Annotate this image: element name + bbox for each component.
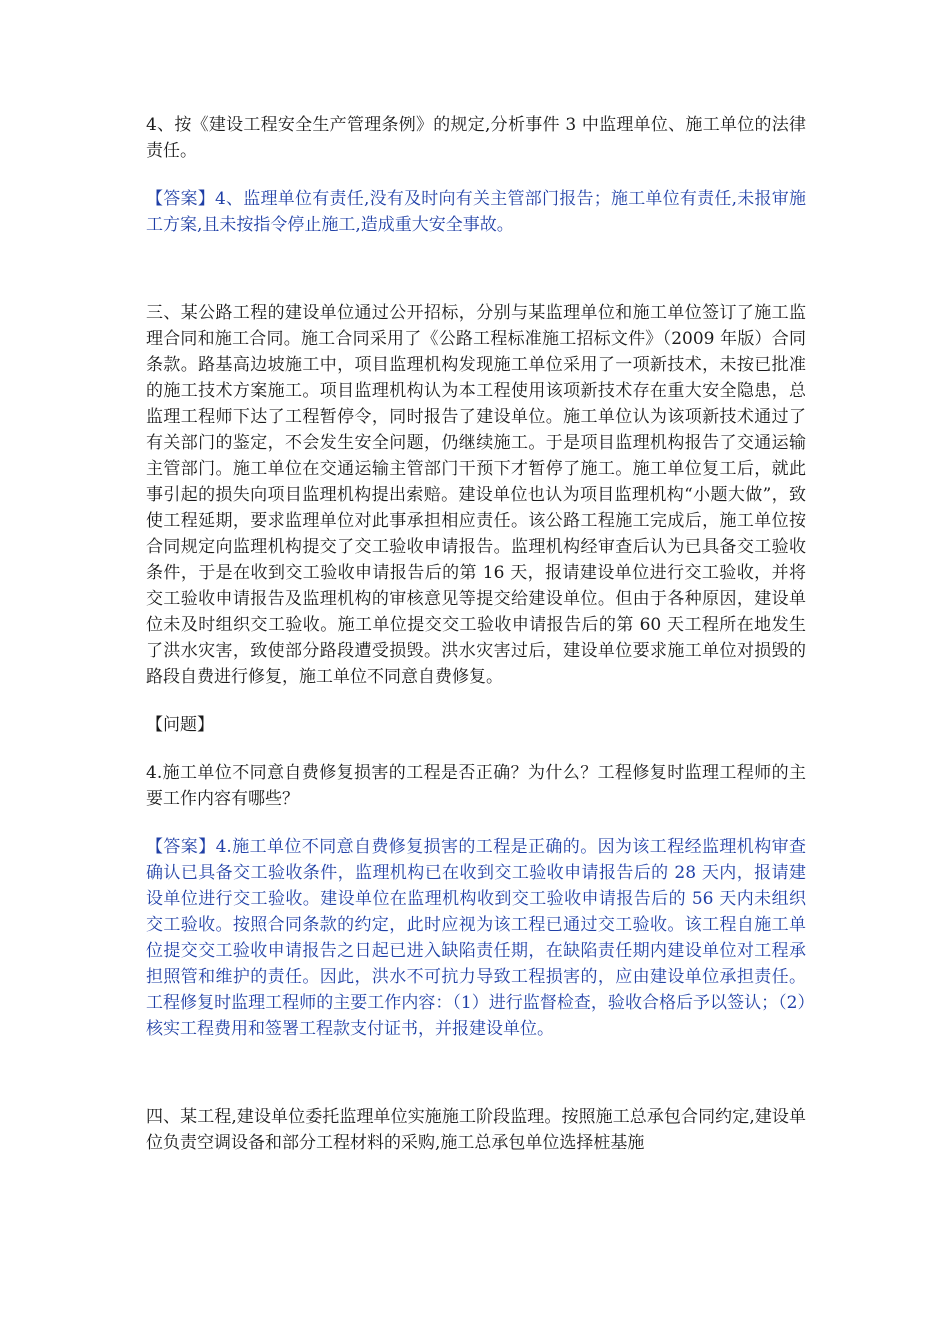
- question-4: 4.施工单位不同意自费修复损害的工程是否正确？为什么？工程修复时监理工程师的主要工作内容有哪些？: [146, 763, 806, 809]
- case-three-text: 三、某公路工程的建设单位通过公开招标，分别与某监理单位和施工单位签订了施工监理合同和施工合同。施工合同采用了《公路工程标准施工招标文件》（2009 年版）合同条款。路基高边坡施工中，项目监理机构发现施工单位采用了一项新技术，未按已批准的施工技术方案施工。项目监理机构认为本工程使用该项新技术存在重大安全隐患，总监理工程师下达了工程暂停令，同时报告了建设单位。施工单位认为该项新技术通过了有关部门的鉴定，不会发生安全问题，仍继续施工。于是项目监理机构报告了交通运输主管部门。施工单位在交通运输主管部门干预下才暂停了施工。施工单位复工后，就此事引起的损失向项目监理机构提出索赔。建设单位也认为项目监理机构“小题大做”，致使工程延期，要求监理单位对此事承担相应责任。该公路工程施工完成后，施工单位按合同规定向监理机构提交了交工验收申请报告。监理机构经审查后认为已具备交工验收条件，于是在收到交工验收申请报告后的第 16 天，报请建设单位进行交工验收，并将交工验收申请报告及监理机构的审核意见等提交给建设单位。但由于各种原因，建设单位未及时组织交工验收。施工单位提交交工验收申请报告后的第 60 天工程所在地发生了洪水灾害，致使部分路段遭受损毁。洪水灾害过后，建设单位要求施工单位对损毁的路段自费进行修复，施工单位不同意自费修复。: [146, 303, 806, 687]
- question-label: 【问题】: [146, 715, 214, 735]
- answer-4-previous: 【答案】4、监理单位有责任,没有及时向有关主管部门报告；施工单位有责任,未报审施工方案,且未按指令停止施工,造成重大安全事故。: [146, 189, 806, 235]
- question-4-previous: 4、按《建设工程安全生产管理条例》的规定,分析事件 3 中监理单位、施工单位的法律责任。: [146, 115, 806, 161]
- case-four-text: 四、某工程,建设单位委托监理单位实施施工阶段监理。按照施工总承包合同约定,建设单位负责空调设备和部分工程材料的采购,施工总承包单位选择桩基施: [146, 1107, 806, 1153]
- document-page: [146, 112, 806, 1156]
- answer-4: 【答案】4.施工单位不同意自费修复损害的工程是正确的。因为该工程经监理机构审查确认已具备交工验收条件，监理机构已在收到交工验收申请报告后的 28 天内，报请建设单位进行交工验收。建设单位在监理机构收到交工验收申请报告后的 56 天内未组织交工验收。按照合同条款的约定，此时应视为该工程已通过交工验收。该工程自施工单位提交交工验收申请报告之日起已进入缺陷责任期，在缺陷责任期内建设单位对工程承担照管和维护的责任。因此，洪水不可抗力导致工程损害的，应由建设单位承担责任。工程修复时监理工程师的主要工作内容：（1）进行监督检查，验收合格后予以签认；（2）核实工程费用和签署工程款支付证书，并报建设单位。: [146, 837, 806, 1039]
